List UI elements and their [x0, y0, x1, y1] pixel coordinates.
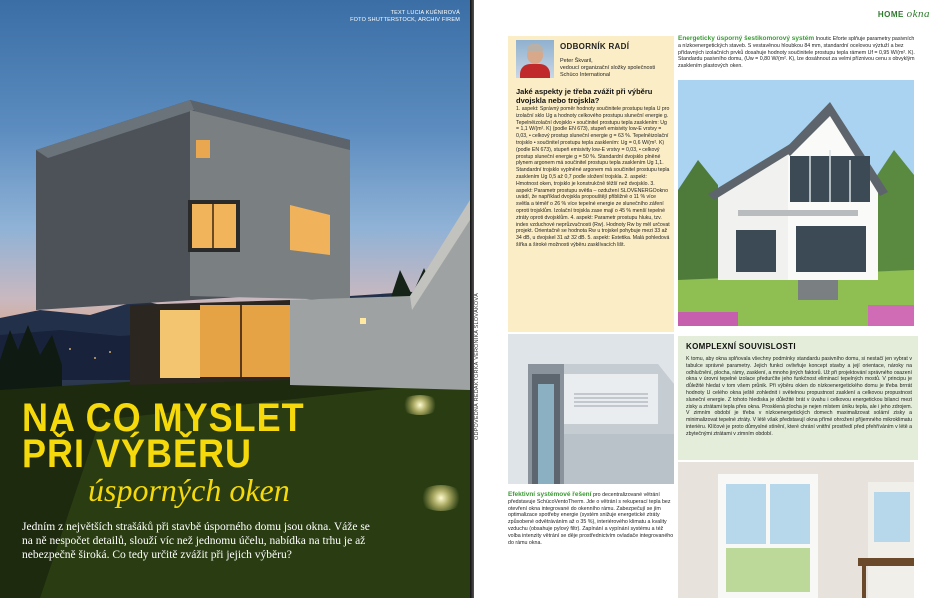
expert-portrait [516, 40, 554, 78]
window-system-caption-highlight: Energeticky úsporný šestikomorový systém [678, 35, 815, 42]
passive-house-photo [678, 80, 914, 326]
article-title-subtitle: úsporných oken [88, 472, 290, 508]
editor-credit-label: ODPOVĚDNÁ REDAKTORKA [474, 361, 480, 440]
section-logo-home: HOME [877, 10, 904, 19]
article-lead: Jedním z největších strašáků při stavbě úsporného domu jsou okna. Váže se na ně nespočet detailů, slouží víc než jednomu účelu, nabídka na trhu je až nebezpečně široká. Co tedy určitě zvážit při jejich výběru? [22, 521, 370, 561]
ventilation-caption-text: pro decentralizované větrání představuje SchücoVentoTherm. Jde o větrání s rekuperací tepla bez otevření okna integrované do okenního rámu. Zabezpečují se jím optimalizace spotřeby energie (systém snižuje energetické ztráty způsobené odvětráváním až o 35 %), interiérového klimatu a kvality vzduchu (obsahuje pylový filtr). Zapínání a vypínání systému a též volba intenzity větrání se děje prostřednictvím ovladače integrovaného do rámu okna. [508, 492, 674, 546]
expert-role: vedoucí organizační složky společnosti Schüco International [560, 65, 656, 78]
editor-credit [474, 280, 480, 440]
expert-advice-box [508, 36, 674, 332]
photo-credit [350, 10, 460, 24]
section-logo-okna: okna [906, 8, 930, 20]
credit-text-name: LUCIA KUĚNIROVÁ [407, 10, 460, 16]
window-system-caption-text: Inoutic Eforte splňuje parametry pasivních a nízkoenergetických staveb. S vestavěnou hloubkou 84 mm, standardní ocelovou výztuží a bez přídavných izolačních prvků dosahuje hodnoty součinitele prostupu tepla rámem Uf = 0,95 W/(m². K). Standardu pasivního domu, (Uw = 0,80 W/(m². K), lze dosáhnout za velmi příznivou cenu s obvyklým zasklením plastových oken. [678, 36, 915, 70]
ground-light [400, 395, 440, 415]
section-logo [878, 8, 930, 20]
expert-heading: ODBORNÍK RADÍ [560, 42, 630, 51]
credit-text-label: TEXT [390, 10, 406, 16]
complex-context-heading: KOMPLEXNÍ SOUVISLOSTI [686, 342, 796, 351]
ground-light [418, 485, 464, 511]
editor-credit-name: VERONIKA SLOVÁKOVÁ [474, 292, 480, 360]
ventilation-caption-highlight: Efektivní systémové řešení [508, 491, 592, 498]
expert-answer: 1. aspekt: Správný poměr hodnoty součinitele prostupu tepla U pro izolační sklo Ug a hodnoty celkového prostupu sluneční energie g. Tepelněizolační dvojsklo • součinitel prostupu tepla zasklením: Ug = 1,1 W/(m². K) (podle EN 673), stupeň emisivity low-E vrstvy = 0,03, • celkový prostup sluneční energie g = 63 %. Tepelněizolační trojsklo • součinitel prostupu tepla zasklením: Ug = 0,6 W/(m². K) (podle EN 673), stupeň emisivity low-E vrstvy = 0,03, • celkový prostup sluneční energie g = 50 %. Standardní dvojsklo plněné plynem argonem má součinitel prostupu tepla zasklením Ug 1,1. Standardní trojsklo vyplněné argonem má součinitel prostupu tepla zasklením Ug 0,5 až 0,7 podle složení trojskla. 2. aspekt: Hmotnost oken, trojsklo je konstrukčně těžší než dvojsklo. 3. aspekt: Parametr prostupu světla – ozdužení SLOVENERGOokno uvádí, že například dvojskla propouštějí přibližně o 11 % více světla a téměř o 26 % více tepelné energie ze slunečního záření oproti trojsklům. Izolační trojskla zase mají o 45 % menší tepelné ztráty oproti dvojsklům. 4. aspekt: Parametr prostupu hluku, tzv. index vzduchové neprůzvučnosti (Rw). Hodnoty Rw by měl určovat projekt. Orientačně se hodnota Rw u trojskel pohybuje mezi 33 až 34 dB, u dvojskel 31 až 32 dB. 5. aspekt: Estetika. Malá pohledová šířka a široké možnosti výběru zasklívacích lišt. [516, 106, 670, 248]
complex-context-text: K tomu, aby okna splňovala všechny podmínky standardu pasivního domu, si nestačí jen vybrat v tabulce správné parametry. Jejich funkci ovlivňuje koncept stavby a její orientace, nároky na odhlučnění, plocha, rámy, zasklení, a mnoho jiných faktorů. Už při projektování správného osazení okna v úrovni tepelné izolace předurčíte jeho funkčnost eliminací tepelných mostů. V principu je důležité hledat v tom všem průnik. Při výběru okien do nízkoenergetického domu je třeba brrrát hodnoty U celého okna ještě zohlednit i světelnou propustnost zasklení a celkovou propustnost sluneční energie. Z tohoto hlediska je důležité brát v úvahu i celkovou energetickou bilanci mezi zisky a ztrátami tepla přes okna. Prosklená plocha je nejen místem úniku tepla, ale i jeho zdrojem. V zimním období je třeba v nízkoenergetických domech maximalizovat solární zisky a minimalizovat tepelné ztráty. V létě však představují okna přímé ohrožení příjemného mikroklimatu interiéru. Klíčové je proto důmyslné stínění, které chrání vnitřní prostředí před přehříváním v létě a zbytečnými ztrátami v zimním období. [686, 356, 912, 437]
article-title-line-2: PŘI VÝBĚRU [22, 430, 253, 476]
window-system-caption [678, 36, 918, 70]
expert-question: Jaké aspekty je třeba zvážit při výběru dvojskla nebo trojskla? [516, 87, 653, 105]
credit-photo-label: FOTO [350, 17, 367, 23]
right-page [474, 0, 940, 598]
complex-context-box [678, 336, 918, 460]
interior-window-photo [678, 462, 914, 598]
ventilation-window-photo [508, 334, 674, 484]
article-title-line-1: NA CO MYSLET [22, 394, 305, 440]
expert-name: Peter Škvaril, [560, 58, 593, 64]
ventilation-caption [508, 492, 674, 546]
credit-photo-name: SHUTTERSTOCK, ARCHIV FIREM [367, 17, 460, 23]
